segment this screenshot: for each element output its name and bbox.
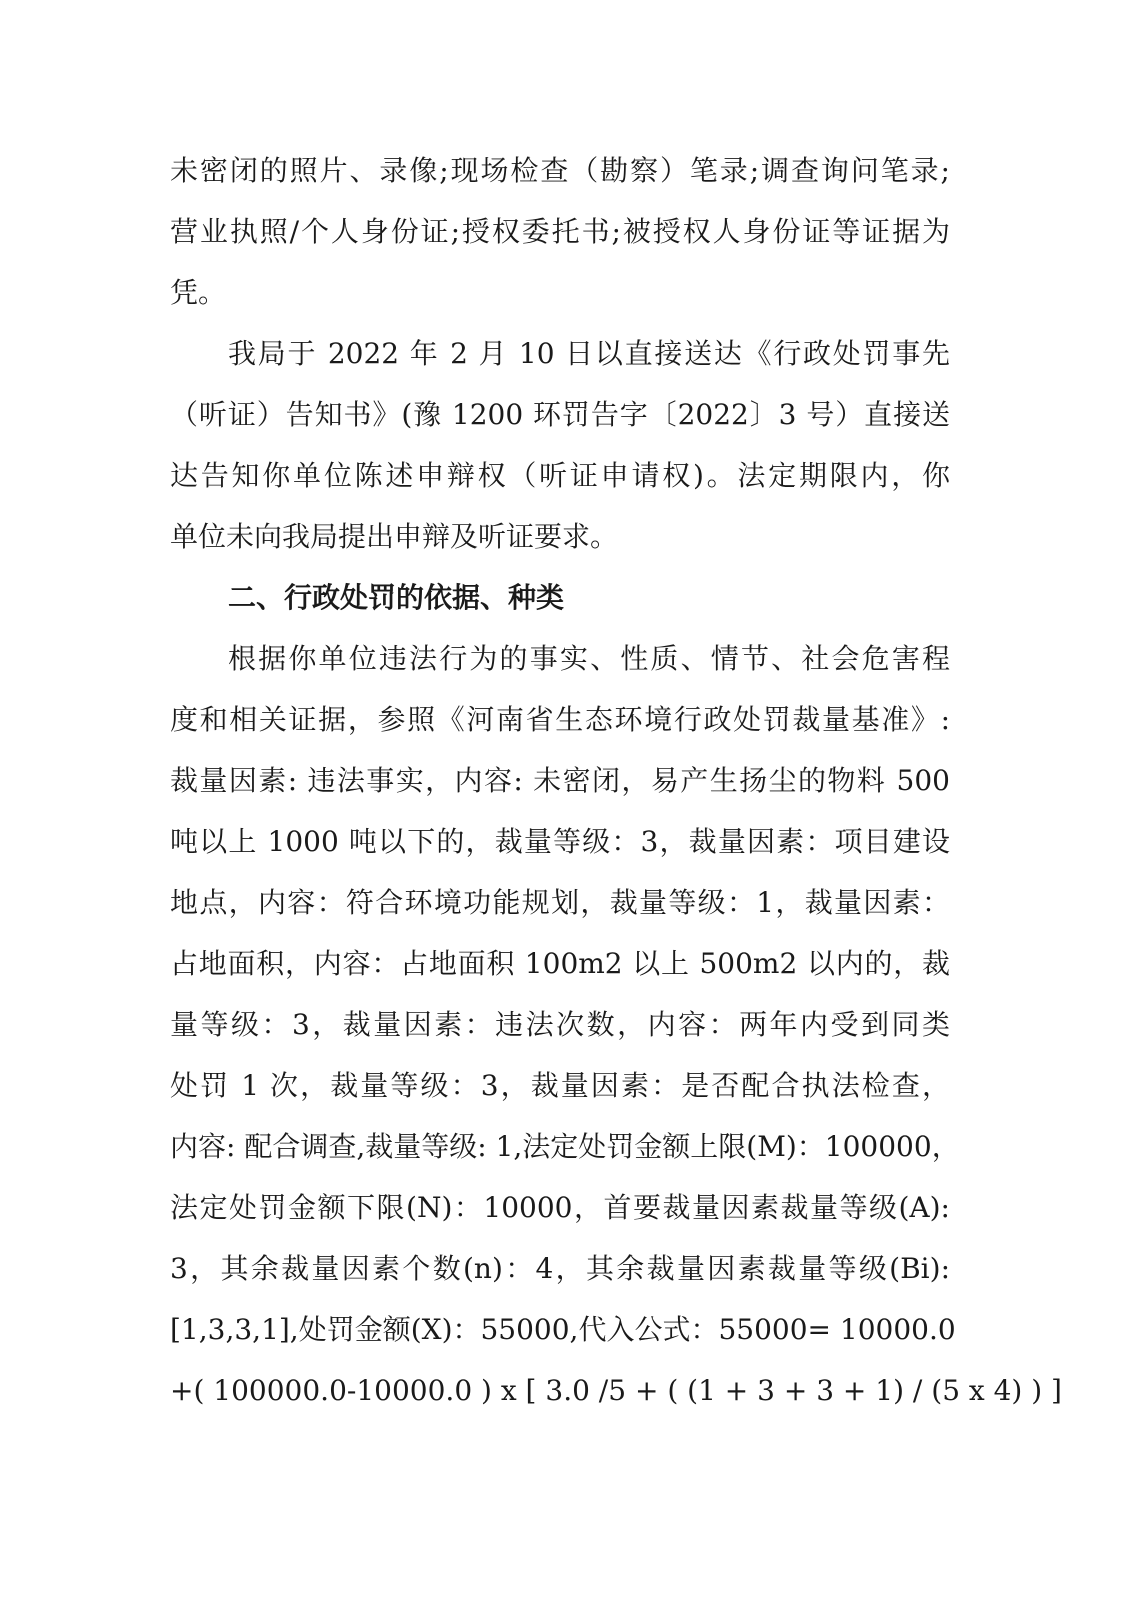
text-line: 营业执照/个人身份证;授权委托书;被授权人身份证等证据为 xyxy=(170,215,950,248)
text-line: 凭。 xyxy=(170,276,227,309)
text-line: 我局于 2022 年 2 月 10 日以直接送达《行政处罚事先 xyxy=(228,337,950,370)
text-line: 裁量因素: 违法事实，内容: 未密闭，易产生扬尘的物料 500 xyxy=(170,764,950,797)
text-line: 吨以上 1000 吨以下的，裁量等级：3，裁量因素：项目建设 xyxy=(170,825,950,858)
text-line: 根据你单位违法行为的事实、性质、情节、社会危害程 xyxy=(228,642,950,675)
text-line: （听证）告知书》(豫 1200 环罚告字〔2022〕3 号）直接送 xyxy=(170,398,950,431)
text-line: 达告知你单位陈述申辩权（听证申请权)。法定期限内，你 xyxy=(170,459,950,492)
text-line: 地点，内容：符合环境功能规划，裁量等级：1，裁量因素： xyxy=(170,886,950,919)
text-line: 内容: 配合调查,裁量等级: 1,法定处罚金额上限(M)：100000， xyxy=(170,1130,960,1163)
section-heading: 二、行政处罚的依据、种类 xyxy=(228,581,565,614)
text-line: 3，其余裁量因素个数(n)：4，其余裁量因素裁量等级(Bi): xyxy=(170,1252,950,1285)
text-line: 单位未向我局提出申辩及听证要求。 xyxy=(170,520,619,553)
text-line: 量等级：3，裁量因素：违法次数，内容：两年内受到同类 xyxy=(170,1008,950,1041)
text-line: 法定处罚金额下限(N)：10000，首要裁量因素裁量等级(A): xyxy=(170,1191,950,1224)
text-line: 未密闭的照片、录像;现场检查（勘察）笔录;调查询问笔录; xyxy=(170,154,950,187)
text-line: +( 100000.0-10000.0 ) x [ 3.0 /5 + ( (1 + 3 + 3 + 1) / (5 x 4) ) ] xyxy=(170,1374,1062,1407)
text-line: 占地面积，内容：占地面积 100m2 以上 500m2 以内的，裁 xyxy=(170,947,950,980)
text-line: 处罚 1 次，裁量等级：3，裁量因素：是否配合执法检查， xyxy=(170,1069,950,1102)
text-line: [1,3,3,1],处罚金额(X)：55000,代入公式：55000= 10000.0 xyxy=(170,1313,956,1346)
text-line: 度和相关证据，参照《河南省生态环境行政处罚裁量基准》: xyxy=(170,703,950,736)
